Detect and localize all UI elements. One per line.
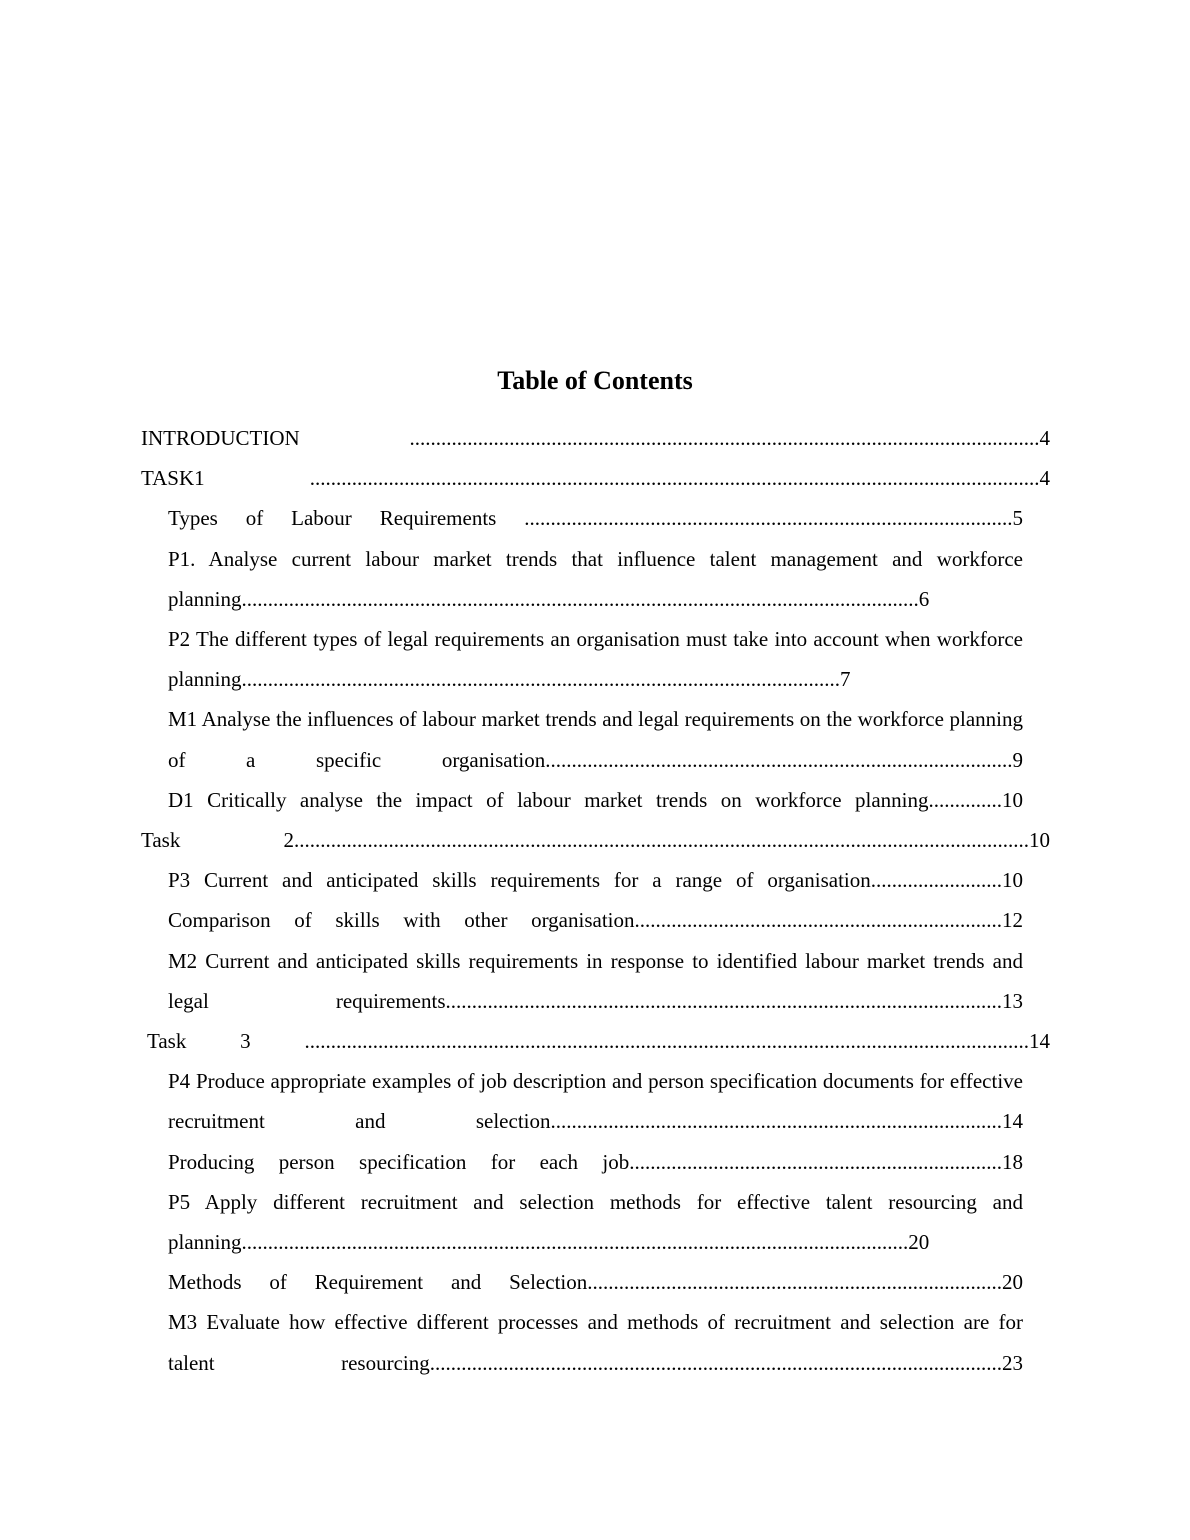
toc-entry[interactable]: TASK1 ...........................................................................................................................................4 [141, 466, 1050, 491]
toc-entry[interactable]: P3 Current and anticipated skills requirements for a range of organisation.........................10 [168, 868, 1023, 893]
toc-entry[interactable]: D1 Critically analyse the impact of labour market trends on workforce planning..............10 [168, 787, 1023, 812]
toc-entry[interactable]: P2 The different types of legal requirements an organisation must take into account when workforce planning..................................................................................................................7 [168, 627, 1023, 692]
toc-entry[interactable]: Task 2............................................................................................................................................10 [141, 828, 1050, 853]
toc-entry[interactable]: Task 3 ..........................................................................................................................................14 [147, 1029, 1050, 1054]
toc-entry[interactable]: Comparison of skills with other organisation......................................................................12 [168, 908, 1023, 933]
toc-entry[interactable]: M3 Evaluate how effective different processes and methods of recruitment and selection are for talent resourcing.............................................................................................................23 [168, 1310, 1023, 1375]
toc-entry[interactable]: Types of Labour Requirements .............................................................................................5 [168, 506, 1023, 531]
toc-entry[interactable]: Methods of Requirement and Selection...............................................................................20 [168, 1270, 1023, 1295]
toc-title: Table of Contents [497, 366, 693, 395]
toc-entry[interactable]: P4 Produce appropriate examples of job description and person specification documents for effective recruitment and selection......................................................................................14 [168, 1069, 1023, 1134]
toc-entry[interactable]: P1. Analyse current labour market trends that influence talent management and workforce planning.................................................................................................................................6 [168, 546, 1023, 611]
toc-entry[interactable]: Producing person specification for each job.......................................................................18 [168, 1149, 1023, 1174]
toc-list [141, 418, 1050, 1383]
toc-entry[interactable]: M1 Analyse the influences of labour market trends and legal requirements on the workforce planning of a specific organisation.........................................................................................9 [168, 707, 1023, 772]
toc-entry[interactable]: INTRODUCTION ........................................................................................................................4 [141, 426, 1050, 450]
toc-entry[interactable]: P5 Apply different recruitment and selection methods for effective talent resourcing and planning...............................................................................................................................20 [168, 1189, 1023, 1255]
toc-entry[interactable]: M2 Current and anticipated skills requirements in response to identified labour market trends and legal requirements..........................................................................................................13 [168, 948, 1023, 1013]
